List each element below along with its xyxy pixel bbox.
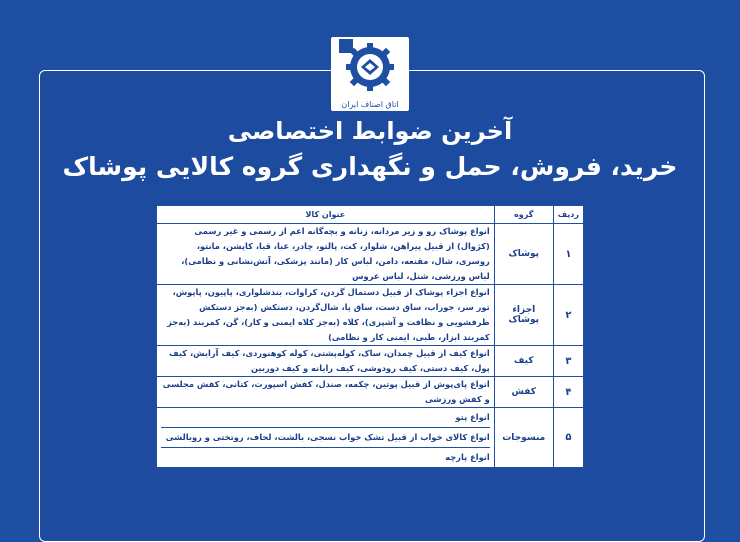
row-subitem: انواع پتو (161, 408, 490, 428)
header-group: گروه (494, 206, 553, 224)
table-row (157, 224, 584, 285)
table-row (157, 285, 584, 346)
row-description: انواع پوشاک رو و زیر مردانه، زنانه و بچه‌گانه اعم از رسمی و غیر رسمی (کژوال) از قبیل پیراهن، شلوار، کت، پالتو، چادر، عبا، قبا، کاپشن، مانتو، روسری، شال، مقنعه، دامن، لباس کار (مانند پزشکی، آتش‌نشانی و نظامی)، لباس ورزشی، شنل، لباس عروس (157, 224, 495, 285)
row-description: انواع پای‌پوش از قبیل پوتین، چکمه، صندل، کفش اسپورت، کتانی، کفش مجلسی و کفش ورزشی (157, 377, 495, 408)
row-number: ۴ (553, 377, 583, 408)
header-goods-title: عنوان کالا (157, 206, 495, 224)
union-logo (331, 37, 409, 111)
row-description: انواع اجزاء پوشاک از قبیل دستمال گردن، کراوات، بندشلواری، پاپیون، پاپوش، تور سر، جوراب، ساق دست، ساق پا، شال‌گردن، دستکش (به‌جز دستکش ظرفشویی و نظافت و آشپزی)، کلاه (به‌جز کلاه ایمنی و کار)، گن، کمربند (به‌جز کمربند ابزار، طبی، ایمنی کار و نظامی) (157, 285, 495, 346)
header-row-number: ردیف (553, 206, 583, 224)
row-number: ۵ (553, 408, 583, 468)
row-number: ۱ (553, 224, 583, 285)
row-group: منسوجات (494, 408, 553, 468)
row-number: ۲ (553, 285, 583, 346)
row-group: کفش (494, 377, 553, 408)
row-group: پوشاک (494, 224, 553, 285)
page-title-line-2: خرید، فروش، حمل و نگهداری گروه کالایی پوشاک (62, 152, 678, 181)
row-description (157, 408, 495, 468)
table-row (157, 408, 584, 468)
row-subitem: انواع کالای خواب از قبیل تشک خواب نسجی، بالشت، لحاف، روتختی و روبالشی (161, 428, 490, 448)
row-group: کیف (494, 346, 553, 377)
gear-emblem-icon (331, 37, 409, 99)
row-group: اجزاء پوشاک (494, 285, 553, 346)
table-row (157, 346, 584, 377)
goods-table (156, 205, 584, 468)
row-description: انواع کیف از قبیل چمدان، ساک، کوله‌پشتی، کوله کوهنوردی، کیف آرایش، کیف پول، کیف دستی، کیف رودوشی، کیف رایانه و کیف دوربین (157, 346, 495, 377)
row-subitem: انواع پارچه (445, 452, 490, 462)
table-row (157, 377, 584, 408)
table-header-row (157, 206, 584, 224)
page-title-line-1: آخرین ضوابط اختصاصی (227, 117, 513, 145)
row-number: ۳ (553, 346, 583, 377)
logo-caption: اتاق اصناف ایران (341, 100, 399, 109)
